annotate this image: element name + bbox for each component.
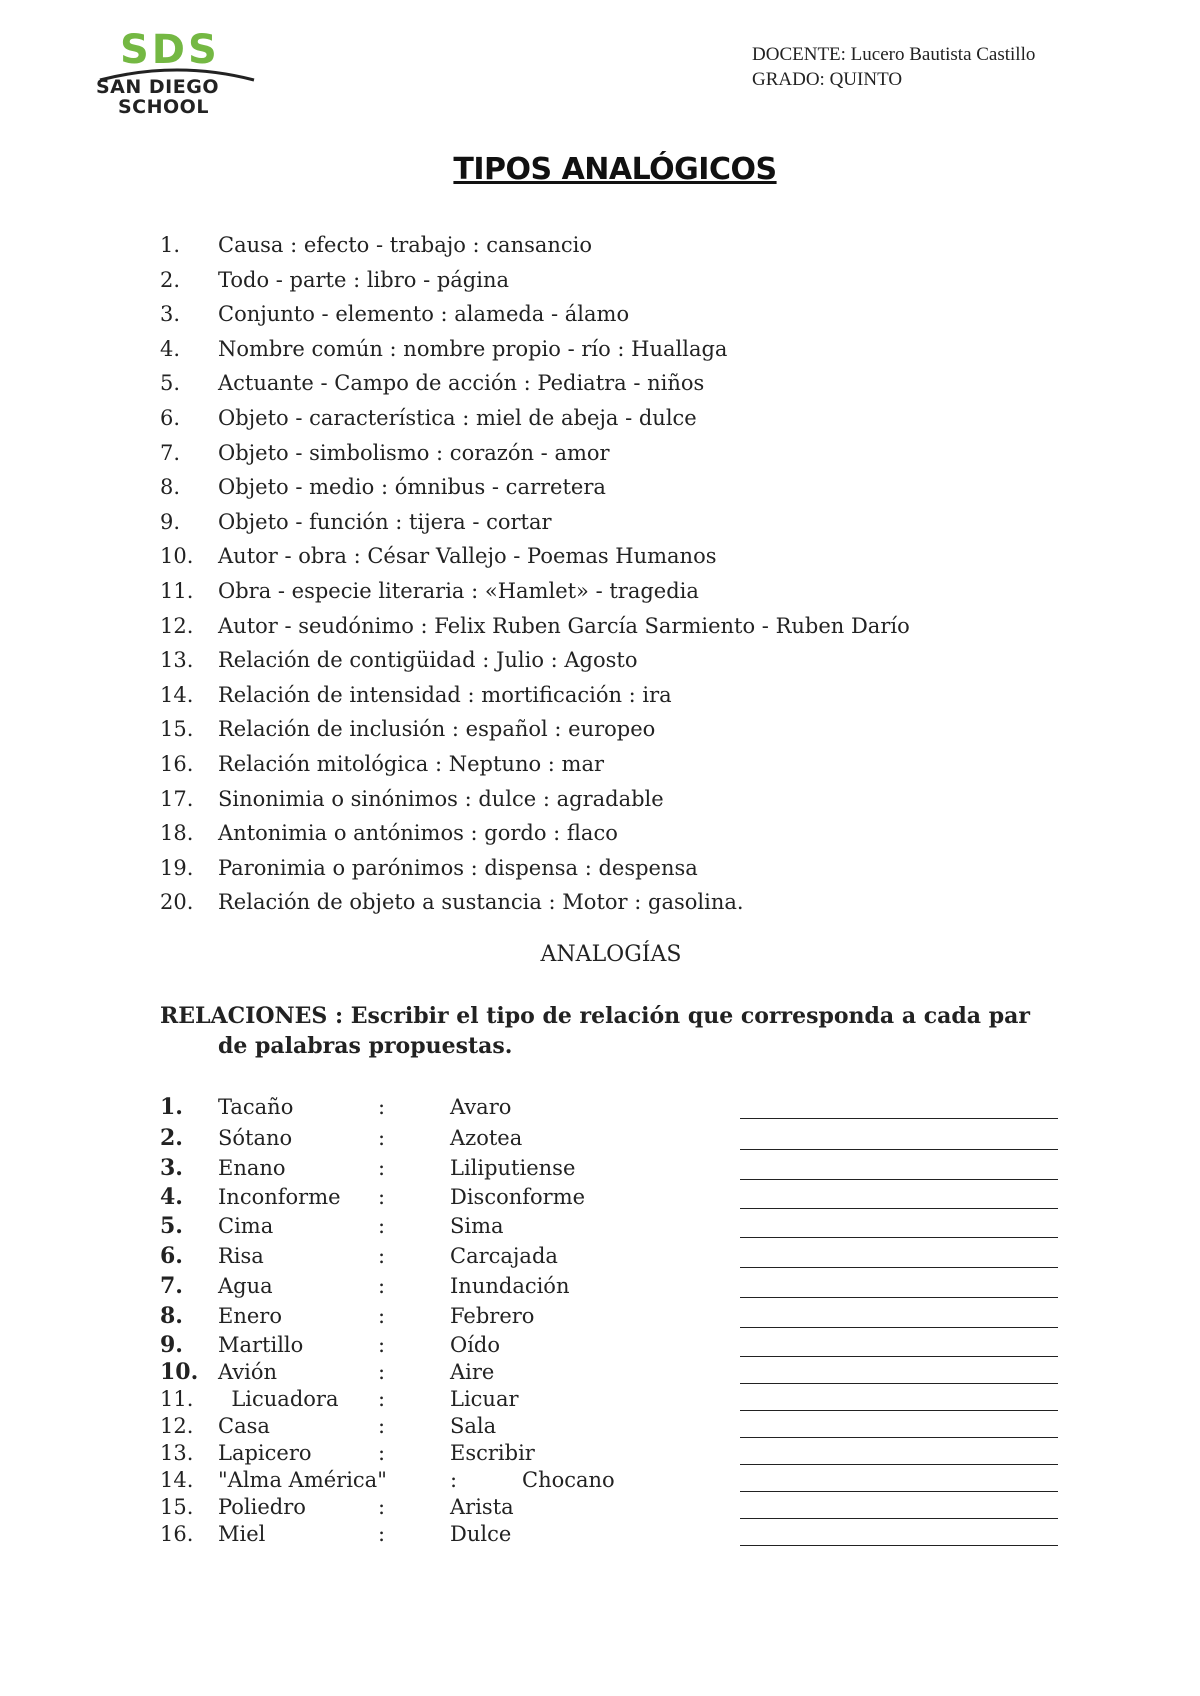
pair-separator: : [378, 1126, 386, 1150]
pair-word-a: Avión [218, 1360, 278, 1384]
pair-number: 14. [160, 1468, 194, 1492]
table-row [160, 1519, 1060, 1549]
pair-word-b: Chocano [522, 1468, 615, 1492]
list-item-number: 8. [160, 475, 181, 500]
pair-word-a: Enano [218, 1156, 286, 1180]
list-item [160, 678, 910, 713]
pair-number: 7. [160, 1273, 183, 1299]
instructions-label: RELACIONES : [160, 1003, 351, 1029]
pair-word-a: Casa [218, 1414, 270, 1438]
pair-separator: : [378, 1156, 386, 1180]
list-item [160, 643, 910, 678]
pair-word-b: Escribir [450, 1441, 535, 1465]
table-row [160, 1411, 1060, 1441]
list-item-text: Sinonimia o sinónimos : dulce : agradable [218, 786, 664, 811]
header-info [752, 42, 1035, 92]
list-item-text: Antonimia o antónimos : gordo : flaco [218, 821, 618, 846]
table-row [160, 1384, 1060, 1414]
list-item [160, 401, 910, 436]
pair-word-a: Agua [218, 1274, 273, 1298]
instructions-line-2: de palabras propuestas. [218, 1033, 513, 1059]
list-item [160, 782, 910, 817]
list-item [160, 228, 910, 263]
page-title: TIPOS ANALÓGICOS [453, 152, 777, 187]
table-row [160, 1182, 1060, 1212]
section-title: ANALOGÍAS [540, 942, 682, 967]
list-item-text: Conjunto - elemento : alameda - álamo [218, 302, 630, 327]
pair-word-b: Inundación [450, 1274, 570, 1298]
pair-word-a: Enero [218, 1304, 282, 1328]
list-item-number: 19. [160, 855, 194, 880]
pair-word-b: Dulce [450, 1522, 512, 1546]
pair-number: 4. [160, 1184, 183, 1210]
list-item-number: 1. [160, 233, 181, 257]
instructions [160, 1001, 1080, 1061]
list-item-number: 4. [160, 336, 181, 361]
pair-number: 3. [160, 1155, 183, 1181]
table-row [160, 1241, 1060, 1271]
pair-word-b: Sala [450, 1414, 497, 1438]
list-item-text: Paronimia o parónimos : dispensa : despensa [218, 855, 698, 880]
pair-separator: : [378, 1214, 386, 1238]
pair-number: 2. [160, 1125, 183, 1151]
list-item-number: 9. [160, 509, 181, 534]
answer-blank-line[interactable] [740, 1267, 1058, 1268]
list-item [160, 609, 910, 644]
pair-number: 13. [160, 1441, 194, 1465]
table-row [160, 1092, 1060, 1122]
pair-word-b: Licuar [450, 1387, 519, 1411]
pair-separator: : [450, 1468, 458, 1492]
answer-blank-line[interactable] [740, 1237, 1058, 1238]
list-item [160, 436, 910, 471]
list-item-text: Nombre común : nombre propio - río : Huallaga [218, 336, 728, 361]
pair-number: 10. [160, 1359, 199, 1385]
list-item [160, 851, 910, 886]
list-item-number: 10. [160, 544, 194, 569]
pair-word-b: Carcajada [450, 1244, 558, 1268]
answer-blank-line[interactable] [740, 1179, 1058, 1180]
list-item-text: Actuante - Campo de acción : Pediatra - niños [218, 371, 705, 396]
list-item-text: Objeto - medio : ómnibus - carretera [218, 475, 606, 500]
answer-blank-line[interactable] [740, 1327, 1058, 1328]
pair-separator: : [378, 1414, 386, 1438]
list-item-text: Relación mitológica : Neptuno : mar [218, 751, 605, 776]
list-item-text: Autor - seudónimo : Felix Ruben García Sarmiento - Ruben Darío [218, 613, 910, 638]
grade-label: GRADO: QUINTO [752, 69, 903, 90]
table-row [160, 1465, 1060, 1495]
list-item-number: 11. [160, 578, 194, 603]
pair-separator: : [378, 1095, 386, 1119]
list-item-text: Objeto - simbolismo : corazón - amor [218, 440, 610, 465]
logo-abbreviation: SDS [120, 27, 220, 73]
pair-word-b: Arista [450, 1495, 514, 1519]
pair-word-a: Licuadora [218, 1387, 339, 1411]
pair-separator: : [378, 1360, 386, 1384]
table-row [160, 1301, 1060, 1331]
list-item [160, 366, 910, 401]
pair-word-b: Aire [450, 1360, 495, 1384]
list-item-number: 2. [160, 267, 181, 292]
list-item-number: 6. [160, 405, 181, 430]
pair-word-a: Martillo [218, 1333, 304, 1357]
pair-separator: : [378, 1387, 386, 1411]
answer-blank-line[interactable] [740, 1208, 1058, 1209]
list-item [160, 574, 910, 609]
pair-separator: : [378, 1304, 386, 1328]
list-item-number: 20. [160, 890, 194, 915]
pair-separator: : [378, 1333, 386, 1357]
list-item-number: 3. [160, 302, 181, 327]
list-item [160, 747, 910, 782]
table-row [160, 1153, 1060, 1183]
teacher-name: DOCENTE: Lucero Bautista Castillo [752, 44, 1036, 65]
list-item [160, 712, 910, 747]
pair-number: 1. [160, 1094, 183, 1120]
list-item [160, 816, 910, 851]
list-item [160, 332, 910, 367]
table-row [160, 1357, 1060, 1387]
list-item-number: 18. [160, 821, 194, 846]
pair-separator: : [378, 1274, 386, 1298]
pair-number: 5. [160, 1213, 183, 1239]
analogy-types-list [160, 228, 910, 920]
school-logo [92, 28, 262, 120]
list-item-text: Causa : efecto - trabajo : cansancio [218, 233, 593, 257]
list-item [160, 539, 910, 574]
pair-word-a: Inconforme [218, 1185, 341, 1209]
list-item-text: Objeto - característica : miel de abeja - dulce [218, 405, 697, 430]
table-row [160, 1438, 1060, 1468]
pair-word-a: Tacaño [218, 1095, 294, 1119]
list-item [160, 263, 910, 298]
pair-word-b: Azotea [450, 1126, 523, 1150]
list-item-number: 17. [160, 786, 194, 811]
pair-word-b: Liliputiense [450, 1156, 576, 1180]
pair-word-a: Risa [218, 1244, 264, 1268]
pair-number: 12. [160, 1414, 194, 1438]
pair-number: 15. [160, 1495, 194, 1519]
answer-blank-line[interactable] [740, 1118, 1058, 1119]
pair-word-b: Disconforme [450, 1185, 586, 1209]
list-item-text: Relación de inclusión : español : europeo [218, 717, 656, 742]
list-item-number: 12. [160, 613, 194, 638]
list-item-number: 7. [160, 440, 181, 465]
pair-word-b: Febrero [450, 1304, 535, 1328]
table-row [160, 1330, 1060, 1360]
list-item-text: Relación de intensidad : mortificación : ira [218, 682, 672, 707]
list-item-text: Relación de contigüidad : Julio : Agosto [218, 648, 638, 673]
pair-number: 8. [160, 1303, 183, 1329]
pair-word-b: Oído [450, 1333, 501, 1357]
logo-line-1: SAN DIEGO [96, 76, 219, 98]
pair-number: 11. [160, 1387, 194, 1411]
pair-word-a: "Alma América" [218, 1468, 387, 1492]
list-item [160, 505, 910, 540]
logo-line-2: SCHOOL [118, 96, 209, 118]
pair-separator: : [378, 1495, 386, 1519]
pair-separator: : [378, 1441, 386, 1465]
list-item-text: Objeto - función : tijera - cortar [218, 509, 552, 534]
pair-number: 9. [160, 1332, 183, 1358]
pair-word-a: Poliedro [218, 1495, 306, 1519]
pair-word-b: Sima [450, 1214, 504, 1238]
list-item [160, 885, 910, 920]
list-item-number: 15. [160, 717, 194, 742]
pair-separator: : [378, 1522, 386, 1546]
instructions-line-1: Escribir el tipo de relación que corresponda a cada par [350, 1003, 1030, 1029]
list-item-number: 13. [160, 648, 194, 673]
table-row [160, 1271, 1060, 1301]
pair-word-a: Cima [218, 1214, 274, 1238]
pair-number: 6. [160, 1243, 183, 1269]
list-item [160, 297, 910, 332]
list-item-number: 16. [160, 751, 194, 776]
list-item-text: Obra - especie literaria : «Hamlet» - tragedia [218, 578, 699, 603]
pair-word-a: Miel [218, 1522, 266, 1546]
pair-separator: : [378, 1185, 386, 1209]
table-row [160, 1123, 1060, 1153]
pair-separator: : [378, 1244, 386, 1268]
pair-word-b: Avaro [450, 1095, 512, 1119]
pair-word-a: Lapicero [218, 1441, 312, 1465]
list-item-text: Autor - obra : César Vallejo - Poemas Humanos [218, 544, 717, 569]
list-item-number: 14. [160, 682, 194, 707]
list-item-text: Relación de objeto a sustancia : Motor : gasolina. [218, 890, 744, 915]
table-row [160, 1211, 1060, 1241]
table-row [160, 1492, 1060, 1522]
list-item-text: Todo - parte : libro - página [218, 267, 510, 292]
answer-blank-line[interactable] [740, 1297, 1058, 1298]
pair-word-a: Sótano [218, 1126, 293, 1150]
answer-blank-line[interactable] [740, 1149, 1058, 1150]
list-item [160, 470, 910, 505]
answer-blank-line[interactable] [740, 1545, 1058, 1546]
pair-number: 16. [160, 1522, 194, 1546]
list-item-number: 5. [160, 371, 181, 396]
